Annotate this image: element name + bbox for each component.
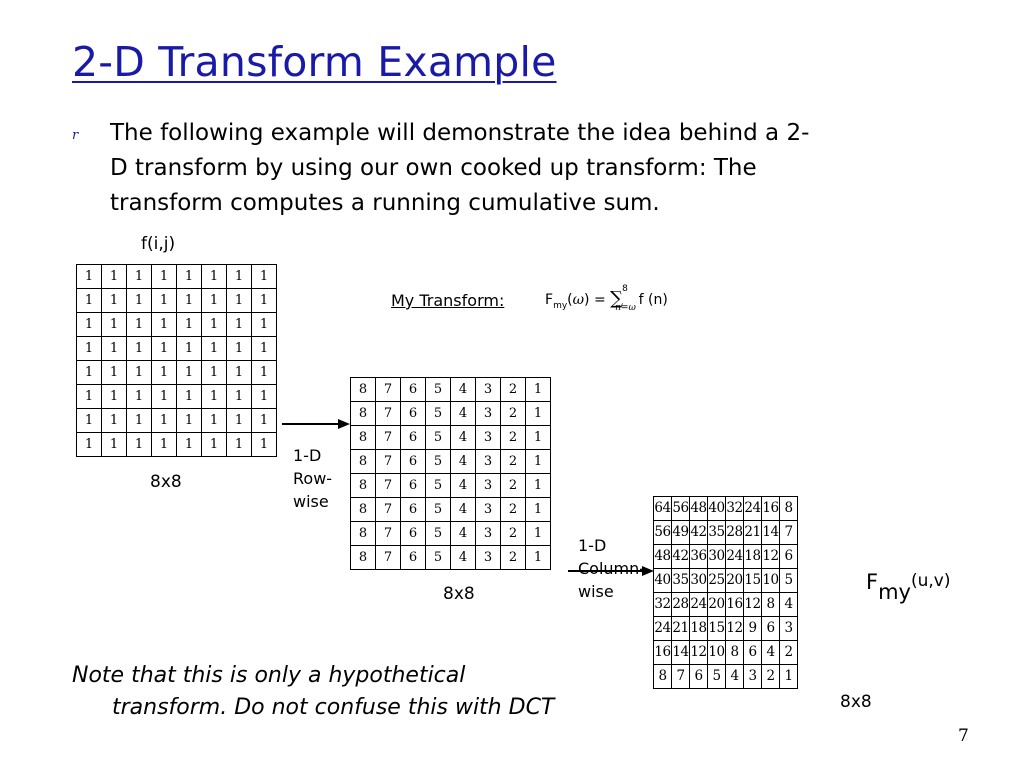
matrix-cell: 1: [127, 433, 152, 457]
matrix-cell: 56: [654, 521, 672, 545]
matrix-cell: 1: [77, 313, 102, 337]
matrix-cell: 1: [526, 474, 551, 498]
matrix-cell: 1: [127, 265, 152, 289]
matrix-row: [77, 361, 277, 385]
matrix-row: [654, 497, 798, 521]
matrix-cell: 7: [376, 522, 401, 546]
matrix-cell: 1: [77, 265, 102, 289]
matrix-row: [77, 433, 277, 457]
row-wise-arrow-icon: [280, 414, 352, 430]
matrix-cell: 4: [451, 522, 476, 546]
matrix-cell: 8: [726, 641, 744, 665]
matrix-row: [77, 409, 277, 433]
matrix-cell: 4: [451, 378, 476, 402]
row-transform-matrix: [350, 377, 551, 570]
matrix-cell: 1: [152, 313, 177, 337]
matrix-cell: 2: [501, 546, 526, 570]
matrix-cell: 1: [127, 337, 152, 361]
matrix-cell: 1: [202, 385, 227, 409]
matrix-cell: 1: [202, 409, 227, 433]
matrix-cell: 5: [426, 522, 451, 546]
matrix-cell: 40: [708, 497, 726, 521]
matrix-cell: 8: [762, 593, 780, 617]
matrix-row: [351, 474, 551, 498]
matrix-row: [77, 265, 277, 289]
matrix-cell: 4: [451, 450, 476, 474]
matrix-cell: 3: [744, 665, 762, 689]
input-label: f(i,j): [141, 234, 176, 254]
matrix-cell: 1: [252, 313, 277, 337]
formula-rhs: f (n): [634, 292, 668, 308]
row-step-line: wise: [293, 492, 329, 511]
sigma-glyph: ∑: [610, 288, 624, 309]
matrix-cell: 1: [127, 361, 152, 385]
matrix-cell: 1: [152, 385, 177, 409]
matrix-cell: 4: [451, 474, 476, 498]
matrix-cell: 10: [708, 641, 726, 665]
matrix-cell: 6: [401, 546, 426, 570]
matrix-cell: 3: [476, 402, 501, 426]
matrix-cell: 24: [654, 617, 672, 641]
matrix-cell: 1: [526, 402, 551, 426]
matrix-cell: 1: [227, 289, 252, 313]
matrix-cell: 6: [401, 450, 426, 474]
matrix-cell: 1: [202, 337, 227, 361]
matrix-cell: 7: [672, 665, 690, 689]
matrix-cell: 1: [252, 265, 277, 289]
matrix-row: [77, 289, 277, 313]
matrix-cell: 1: [102, 409, 127, 433]
note-line: transform. Do not confuse this with DCT: [112, 695, 555, 720]
formula-label: My Transform:: [391, 291, 505, 310]
matrix-cell: 10: [762, 569, 780, 593]
matrix-cell: 6: [401, 522, 426, 546]
matrix-cell: 1: [526, 522, 551, 546]
output-size-label: 8x8: [840, 692, 872, 712]
matrix-cell: 7: [376, 498, 401, 522]
matrix-cell: 1: [202, 265, 227, 289]
matrix-cell: 1: [227, 409, 252, 433]
matrix-cell: 8: [780, 497, 798, 521]
matrix-cell: 7: [780, 521, 798, 545]
matrix-cell: 16: [762, 497, 780, 521]
matrix-cell: 1: [177, 265, 202, 289]
matrix-cell: 1: [227, 361, 252, 385]
matrix-row: [654, 641, 798, 665]
matrix-cell: 8: [351, 498, 376, 522]
matrix-cell: 1: [77, 361, 102, 385]
output-matrix: [653, 496, 798, 689]
matrix-cell: 1: [227, 265, 252, 289]
matrix-cell: 16: [726, 593, 744, 617]
matrix-cell: 1: [152, 289, 177, 313]
matrix-cell: 21: [672, 617, 690, 641]
matrix-cell: 1: [780, 665, 798, 689]
matrix-cell: 24: [690, 593, 708, 617]
matrix-cell: 48: [690, 497, 708, 521]
matrix-cell: 3: [476, 474, 501, 498]
matrix-row: [351, 378, 551, 402]
matrix-cell: 2: [501, 450, 526, 474]
matrix-cell: 20: [708, 593, 726, 617]
matrix-cell: 1: [102, 433, 127, 457]
matrix-cell: 12: [726, 617, 744, 641]
matrix-cell: 21: [744, 521, 762, 545]
matrix-cell: 1: [102, 265, 127, 289]
matrix-cell: 7: [376, 546, 401, 570]
matrix-cell: 1: [227, 337, 252, 361]
matrix-cell: 1: [102, 361, 127, 385]
matrix-cell: 9: [744, 617, 762, 641]
column-step-line: wise: [578, 582, 614, 601]
intro-line: transform computes a running cumulative sum.: [110, 190, 660, 216]
matrix-cell: 1: [252, 385, 277, 409]
matrix-cell: 1: [127, 409, 152, 433]
matrix-cell: 3: [476, 426, 501, 450]
matrix-cell: 1: [252, 337, 277, 361]
matrix-cell: 1: [152, 409, 177, 433]
matrix-row: [654, 569, 798, 593]
matrix-cell: 56: [672, 497, 690, 521]
matrix-cell: 8: [351, 546, 376, 570]
column-step-line: 1-D: [578, 536, 607, 555]
row-step-line: Row-: [293, 469, 333, 488]
matrix-cell: 4: [451, 402, 476, 426]
input-size-label: 8x8: [150, 472, 182, 492]
matrix-cell: 14: [672, 641, 690, 665]
matrix-cell: 1: [77, 409, 102, 433]
matrix-cell: 30: [708, 545, 726, 569]
matrix-row: [77, 313, 277, 337]
matrix-cell: 3: [780, 617, 798, 641]
sum-lower-limit: n=ω: [615, 303, 636, 313]
matrix-cell: 4: [451, 498, 476, 522]
matrix-cell: 30: [690, 569, 708, 593]
matrix-cell: 18: [744, 545, 762, 569]
matrix-cell: 8: [351, 402, 376, 426]
matrix-cell: 1: [252, 361, 277, 385]
matrix-cell: 1: [227, 313, 252, 337]
matrix-row: [351, 498, 551, 522]
matrix-row: [654, 521, 798, 545]
note-line: Note that this is only a hypothetical: [72, 663, 466, 688]
matrix-cell: 1: [526, 378, 551, 402]
matrix-cell: 2: [501, 426, 526, 450]
matrix-cell: 5: [426, 498, 451, 522]
matrix-cell: 1: [252, 289, 277, 313]
matrix-cell: 1: [127, 289, 152, 313]
matrix-cell: 28: [672, 593, 690, 617]
matrix-cell: 1: [177, 337, 202, 361]
matrix-cell: 4: [451, 546, 476, 570]
matrix-cell: 35: [672, 569, 690, 593]
matrix-cell: 12: [690, 641, 708, 665]
matrix-cell: 1: [202, 361, 227, 385]
matrix-cell: 1: [152, 337, 177, 361]
matrix-cell: 1: [526, 498, 551, 522]
matrix-cell: 1: [102, 313, 127, 337]
matrix-cell: 28: [726, 521, 744, 545]
matrix-cell: 8: [654, 665, 672, 689]
matrix-cell: 1: [102, 337, 127, 361]
matrix-cell: 2: [501, 474, 526, 498]
matrix-cell: 35: [708, 521, 726, 545]
row-size-label: 8x8: [443, 584, 475, 604]
matrix-cell: 6: [401, 378, 426, 402]
matrix-cell: 6: [401, 426, 426, 450]
bullet-marker: r: [72, 128, 79, 143]
matrix-cell: 1: [202, 289, 227, 313]
matrix-cell: 40: [654, 569, 672, 593]
matrix-cell: 7: [376, 426, 401, 450]
output-f: F: [866, 570, 879, 594]
matrix-cell: 12: [762, 545, 780, 569]
matrix-cell: 24: [744, 497, 762, 521]
matrix-cell: 1: [227, 433, 252, 457]
matrix-cell: 15: [744, 569, 762, 593]
input-matrix: [76, 264, 277, 457]
matrix-cell: 42: [672, 545, 690, 569]
matrix-cell: 1: [177, 385, 202, 409]
matrix-cell: 5: [426, 426, 451, 450]
matrix-cell: 4: [451, 426, 476, 450]
matrix-cell: 1: [177, 361, 202, 385]
matrix-row: [654, 593, 798, 617]
transform-formula: [391, 284, 668, 313]
matrix-cell: 4: [762, 641, 780, 665]
matrix-cell: 5: [426, 402, 451, 426]
note-text: [72, 660, 554, 724]
matrix-row: [654, 617, 798, 641]
matrix-cell: 42: [690, 521, 708, 545]
matrix-cell: 8: [351, 450, 376, 474]
matrix-cell: 1: [77, 337, 102, 361]
matrix-cell: 6: [744, 641, 762, 665]
matrix-cell: 1: [202, 433, 227, 457]
matrix-cell: 1: [127, 313, 152, 337]
matrix-row: [351, 402, 551, 426]
matrix-cell: 1: [526, 426, 551, 450]
formula-equals: ) =: [584, 292, 606, 308]
matrix-cell: 8: [351, 378, 376, 402]
matrix-cell: 1: [227, 385, 252, 409]
matrix-cell: 3: [476, 450, 501, 474]
matrix-cell: 2: [762, 665, 780, 689]
matrix-cell: 3: [476, 522, 501, 546]
matrix-cell: 2: [780, 641, 798, 665]
matrix-cell: 5: [708, 665, 726, 689]
matrix-cell: 1: [177, 289, 202, 313]
output-label: [866, 570, 951, 604]
matrix-row: [77, 337, 277, 361]
matrix-cell: 5: [426, 450, 451, 474]
matrix-cell: 5: [426, 474, 451, 498]
matrix-cell: 36: [690, 545, 708, 569]
matrix-cell: 25: [708, 569, 726, 593]
formula-open-paren: (: [567, 292, 573, 308]
matrix-cell: 1: [152, 361, 177, 385]
matrix-row: [351, 522, 551, 546]
output-args: (u,v): [910, 571, 951, 591]
matrix-cell: 1: [152, 265, 177, 289]
matrix-cell: 3: [476, 546, 501, 570]
matrix-cell: 2: [501, 402, 526, 426]
matrix-cell: 7: [376, 450, 401, 474]
matrix-cell: 2: [501, 378, 526, 402]
row-step-label: [293, 444, 332, 513]
matrix-cell: 12: [744, 593, 762, 617]
matrix-cell: 1: [152, 433, 177, 457]
matrix-cell: 6: [401, 474, 426, 498]
matrix-row: [654, 665, 798, 689]
matrix-cell: 8: [351, 474, 376, 498]
matrix-cell: 4: [780, 593, 798, 617]
matrix-cell: 24: [726, 545, 744, 569]
matrix-row: [351, 546, 551, 570]
matrix-cell: 2: [501, 522, 526, 546]
matrix-cell: 3: [476, 498, 501, 522]
matrix-cell: 14: [762, 521, 780, 545]
matrix-row: [77, 385, 277, 409]
matrix-cell: 1: [102, 289, 127, 313]
matrix-cell: 5: [780, 569, 798, 593]
matrix-cell: 1: [177, 409, 202, 433]
sum-upper-limit: 8: [622, 284, 628, 294]
matrix-cell: 6: [401, 498, 426, 522]
column-step-line: Column-: [578, 559, 646, 578]
matrix-cell: 15: [708, 617, 726, 641]
matrix-cell: 1: [127, 385, 152, 409]
matrix-cell: 18: [690, 617, 708, 641]
matrix-cell: 7: [376, 378, 401, 402]
matrix-cell: 48: [654, 545, 672, 569]
matrix-cell: 1: [177, 313, 202, 337]
intro-line: The following example will demonstrate the idea behind a 2-: [110, 120, 810, 146]
intro-text: [110, 116, 940, 221]
matrix-cell: 6: [401, 402, 426, 426]
matrix-cell: 6: [780, 545, 798, 569]
column-step-label: [578, 534, 645, 603]
formula-f-subscript: my: [553, 300, 568, 311]
matrix-cell: 32: [654, 593, 672, 617]
matrix-cell: 8: [351, 426, 376, 450]
matrix-cell: 1: [77, 433, 102, 457]
matrix-cell: 1: [252, 433, 277, 457]
matrix-cell: 20: [726, 569, 744, 593]
formula-f: F: [545, 292, 554, 308]
matrix-cell: 7: [376, 402, 401, 426]
matrix-cell: 1: [252, 409, 277, 433]
matrix-cell: 6: [762, 617, 780, 641]
matrix-cell: 5: [426, 378, 451, 402]
matrix-cell: 16: [654, 641, 672, 665]
matrix-cell: 8: [351, 522, 376, 546]
page-number: 7: [958, 726, 969, 746]
matrix-cell: 1: [77, 289, 102, 313]
matrix-cell: 3: [476, 378, 501, 402]
matrix-cell: 5: [426, 546, 451, 570]
matrix-cell: 64: [654, 497, 672, 521]
output-f-subscript: my: [878, 580, 911, 604]
matrix-cell: 49: [672, 521, 690, 545]
matrix-cell: 7: [376, 474, 401, 498]
matrix-cell: 1: [202, 313, 227, 337]
matrix-cell: 6: [690, 665, 708, 689]
matrix-cell: 1: [77, 385, 102, 409]
matrix-cell: 1: [526, 450, 551, 474]
matrix-cell: 32: [726, 497, 744, 521]
matrix-row: [351, 426, 551, 450]
matrix-cell: 2: [501, 498, 526, 522]
matrix-row: [654, 545, 798, 569]
summation-symbol: [610, 284, 636, 313]
matrix-cell: 1: [526, 546, 551, 570]
matrix-cell: 1: [177, 433, 202, 457]
formula-omega: ω: [572, 292, 585, 308]
row-step-line: 1-D: [293, 446, 322, 465]
matrix-row: [351, 450, 551, 474]
matrix-cell: 4: [726, 665, 744, 689]
slide-title: 2-D Transform Example: [72, 38, 557, 86]
intro-line: D transform by using our own cooked up transform: The: [110, 155, 757, 181]
matrix-cell: 1: [102, 385, 127, 409]
